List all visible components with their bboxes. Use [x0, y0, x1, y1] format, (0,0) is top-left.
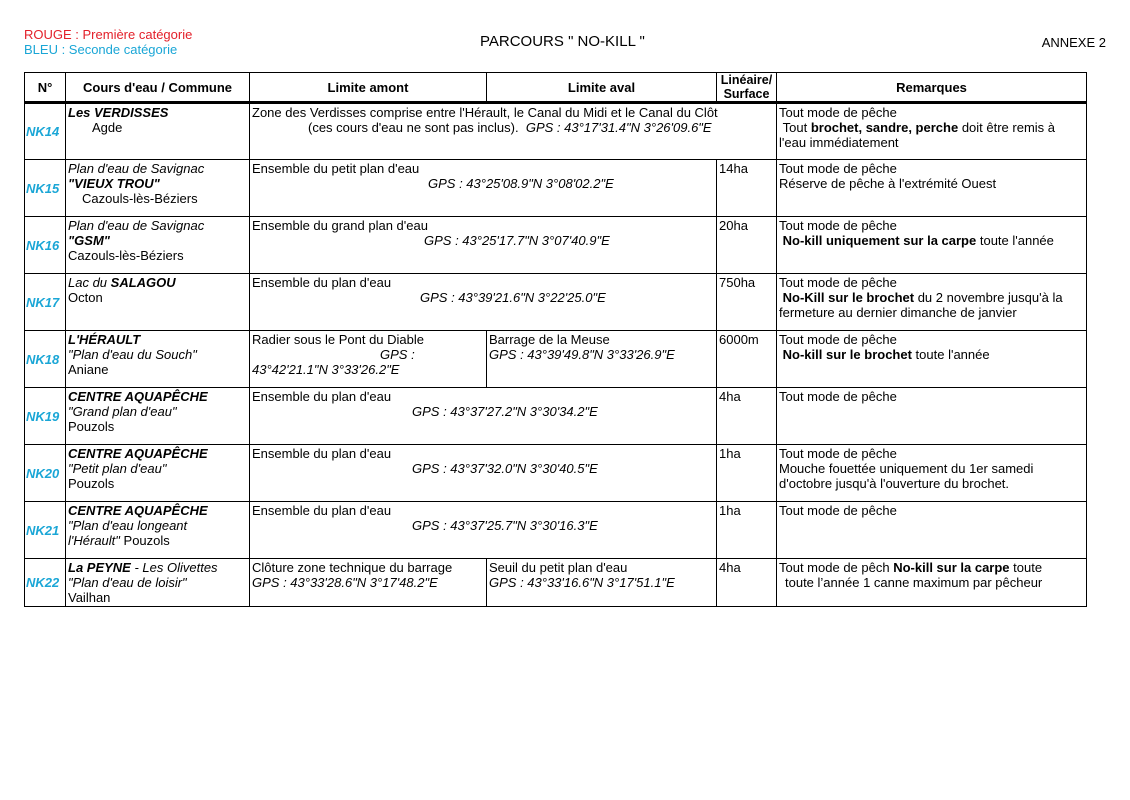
cours-cell — [66, 331, 250, 388]
cours-subname: "VIEUX TROU" — [68, 176, 160, 191]
commune: Agde — [92, 120, 123, 135]
cours-subname: "Petit plan d'eau" — [68, 461, 167, 476]
amont-text: Ensemble du plan d'eau — [252, 275, 392, 290]
gps-coords: GPS : 43°37'25.7"N 3°30'16.3"E — [412, 518, 598, 533]
cours-cell — [66, 502, 250, 559]
category-legend — [24, 27, 192, 57]
cours-name: Plan d'eau de Savignac — [68, 161, 205, 176]
row-id: NK21 — [25, 502, 66, 559]
remarque-line: Tout mode de pêche — [779, 105, 897, 120]
aval-text: Seuil du petit plan d'eau — [489, 560, 628, 575]
cours-cell — [66, 559, 250, 607]
remarque-line — [779, 560, 1084, 575]
surface-cell: 4ha — [717, 559, 777, 607]
row-id: NK15 — [25, 160, 66, 217]
gps-coords: GPS : 43°39'49.8"N 3°33'26.9"E — [489, 347, 675, 362]
legend-red: ROUGE : Première catégorie — [24, 27, 193, 42]
remarque-line: Tout mode de pêche — [779, 503, 897, 518]
cours-name-bold: La PEYNE — [68, 560, 131, 575]
gps-coords: 43°42'21.1"N 3°33'26.2"E — [252, 362, 400, 377]
surface-cell: 20ha — [717, 217, 777, 274]
header-lineaire-2: Surface — [723, 87, 770, 101]
cours-cell — [66, 445, 250, 502]
remarque-line — [779, 290, 1084, 305]
limite-cell — [250, 103, 777, 160]
table-row — [25, 559, 1087, 607]
gps-label: GPS : — [380, 347, 415, 362]
amont-cell — [250, 502, 717, 559]
surface-cell: 6000m — [717, 331, 777, 388]
remarque-text: Tout — [782, 120, 811, 135]
row-id: NK20 — [25, 445, 66, 502]
table-row — [25, 103, 1087, 160]
cours-name-bold: SALAGOU — [110, 275, 176, 290]
commune: Pouzols — [68, 476, 115, 491]
gps-coords: GPS : 43°37'32.0"N 3°30'40.5"E — [412, 461, 598, 476]
remarque-line: l'eau immédiatement — [779, 135, 899, 150]
remarque-bold: brochet, sandre, perche — [810, 120, 959, 135]
remarques-cell — [777, 502, 1087, 559]
remarques-cell — [777, 331, 1087, 388]
remarques-cell — [777, 217, 1087, 274]
table-row — [25, 274, 1087, 331]
amont-cell — [250, 388, 717, 445]
remarque-line: Tout mode de pêche — [779, 389, 897, 404]
amont-text: Ensemble du plan d'eau — [252, 503, 392, 518]
remarque-text: Tout mode de pêch — [779, 560, 894, 575]
cours-name: Plan d'eau de Savignac — [68, 218, 205, 233]
header-num: N° — [25, 73, 66, 103]
limite-note-text: (ces cours d'eau ne sont pas inclus). — [308, 120, 519, 135]
amont-text: Ensemble du grand plan d'eau — [252, 218, 428, 233]
remarques-cell — [777, 388, 1087, 445]
table-row — [25, 331, 1087, 388]
table-row — [25, 445, 1087, 502]
commune: Aniane — [68, 362, 109, 377]
cours-name-prefix: Lac du — [68, 275, 111, 290]
row-id: NK19 — [25, 388, 66, 445]
remarque-bold: No-kill sur la carpe — [893, 560, 1010, 575]
amont-cell — [250, 559, 487, 607]
amont-cell — [250, 217, 717, 274]
aval-cell — [487, 331, 717, 388]
table-row — [25, 160, 1087, 217]
remarque-line: Tout mode de pêche — [779, 218, 897, 233]
remarque-line: Tout mode de pêche — [779, 446, 897, 461]
cours-subname-2 — [68, 533, 247, 548]
table-row — [25, 217, 1087, 274]
surface-cell: 1ha — [717, 445, 777, 502]
cours-name: CENTRE AQUAPÊCHE — [68, 503, 208, 518]
limite-note — [252, 120, 774, 135]
legend-blue: BLEU : Seconde catégorie — [24, 42, 178, 57]
row-id: NK16 — [25, 217, 66, 274]
commune: Pouzols — [119, 533, 170, 548]
remarques-cell — [777, 445, 1087, 502]
row-id: NK14 — [25, 103, 66, 160]
commune: Cazouls-lès-Béziers — [82, 191, 198, 206]
header-lineaire-1: Linéaire/ — [720, 73, 773, 87]
cours-cell — [66, 274, 250, 331]
cours-subname: "Grand plan d'eau" — [68, 404, 177, 419]
surface-cell: 750ha — [717, 274, 777, 331]
surface-cell: 14ha — [717, 160, 777, 217]
remarque-line: fermeture au dernier dimanche de janvier — [779, 305, 1017, 320]
cours-name: CENTRE AQUAPÊCHE — [68, 446, 208, 461]
commune: Pouzols — [68, 419, 115, 434]
remarque-bold: No-kill sur le brochet — [782, 347, 912, 362]
aval-text: Barrage de la Meuse — [489, 332, 610, 347]
amont-cell — [250, 331, 487, 388]
page-title: PARCOURS " NO-KILL " — [480, 33, 645, 50]
gps-coords: GPS : 43°17'31.4"N 3°26'09.6"E — [525, 120, 712, 135]
cours-name — [68, 560, 247, 575]
surface-cell: 4ha — [717, 388, 777, 445]
cours-name: Les VERDISSES — [68, 105, 169, 120]
cours-subname-end: l'Hérault" — [68, 533, 120, 548]
amont-text: Clôture zone technique du barrage — [252, 560, 453, 575]
surface-cell: 1ha — [717, 502, 777, 559]
amont-cell — [250, 445, 717, 502]
commune: Octon — [68, 290, 103, 305]
row-id: NK17 — [25, 274, 66, 331]
gps-coords: GPS : 43°33'16.6"N 3°17'51.1"E — [489, 575, 675, 590]
remarques-cell — [777, 103, 1087, 160]
aval-cell — [487, 559, 717, 607]
annexe-label: ANNEXE 2 — [1041, 35, 1106, 50]
remarque-line: d'octobre jusqu'à l'ouverture du brochet. — [779, 476, 1010, 491]
remarque-text: toute — [1009, 560, 1043, 575]
limite-text: Zone des Verdisses comprise entre l'Hérault, le Canal du Midi et le Canal du Clôt — [252, 105, 718, 120]
cours-cell — [66, 388, 250, 445]
cours-subname: "Plan d'eau longeant — [68, 518, 188, 533]
table-row — [25, 388, 1087, 445]
gps-coords: GPS : 43°25'17.7"N 3°07'40.9"E — [424, 233, 610, 248]
header-cours: Cours d'eau / Commune — [66, 73, 250, 103]
cours-name: CENTRE AQUAPÊCHE — [68, 389, 208, 404]
cours-cell — [66, 160, 250, 217]
amont-cell — [250, 274, 717, 331]
remarques-cell — [777, 274, 1087, 331]
remarques-cell — [777, 559, 1087, 607]
remarque-text: toute l'année — [911, 347, 990, 362]
cours-name-suffix: - Les Olivettes — [130, 560, 218, 575]
remarque-line: Tout mode de pêche — [779, 332, 897, 347]
commune: Cazouls-lès-Béziers — [68, 248, 184, 263]
commune: Vailhan — [68, 590, 111, 605]
header-lineaire — [717, 73, 777, 103]
cours-cell — [66, 103, 250, 160]
nokill-table — [24, 72, 1087, 607]
remarque-line: Tout mode de pêche — [779, 275, 897, 290]
remarque-line: Mouche fouettée uniquement du 1er samedi — [779, 461, 1034, 476]
remarques-cell — [777, 160, 1087, 217]
cours-subname: "Plan d'eau du Souch" — [68, 347, 197, 362]
gps-coords: GPS : 43°33'28.6"N 3°17'48.2"E — [252, 575, 438, 590]
remarque-bold: No-Kill sur le brochet — [782, 290, 915, 305]
header-amont: Limite amont — [250, 73, 487, 103]
remarque-text: doit être remis à — [958, 120, 1056, 135]
amont-cell — [250, 160, 717, 217]
cours-cell — [66, 217, 250, 274]
cours-subname: "Plan d'eau de loisir" — [68, 575, 187, 590]
amont-text: Ensemble du petit plan d'eau — [252, 161, 420, 176]
header-aval: Limite aval — [487, 73, 717, 103]
gps-coords: GPS : 43°39'21.6"N 3°22'25.0"E — [420, 290, 606, 305]
cours-name: L'HÉRAULT — [68, 332, 141, 347]
amont-text: Radier sous le Pont du Diable — [252, 332, 424, 347]
gps-coords: GPS : 43°37'27.2"N 3°30'34.2"E — [412, 404, 598, 419]
cours-name — [68, 275, 247, 290]
table-row — [25, 502, 1087, 559]
remarque-line: Tout mode de pêche — [779, 161, 897, 176]
cours-subname: "GSM" — [68, 233, 110, 248]
remarque-line — [779, 347, 1084, 362]
remarque-line: toute l’année 1 canne maximum par pêcheur — [785, 575, 1043, 590]
remarque-line — [779, 120, 1084, 135]
remarque-text: du 2 novembre jusqu'à la — [914, 290, 1063, 305]
header-row — [25, 73, 1087, 103]
amont-text: Ensemble du plan d'eau — [252, 389, 392, 404]
amont-text: Ensemble du plan d'eau — [252, 446, 392, 461]
remarque-text: toute l'année — [976, 233, 1054, 248]
header-remarques: Remarques — [777, 73, 1087, 103]
remarque-line — [779, 233, 1084, 248]
remarque-line: Réserve de pêche à l'extrémité Ouest — [779, 176, 997, 191]
remarque-bold: No-kill uniquement sur la carpe — [782, 233, 977, 248]
gps-coords: GPS : 43°25'08.9"N 3°08'02.2"E — [428, 176, 614, 191]
row-id: NK18 — [25, 331, 66, 388]
row-id: NK22 — [25, 559, 66, 607]
